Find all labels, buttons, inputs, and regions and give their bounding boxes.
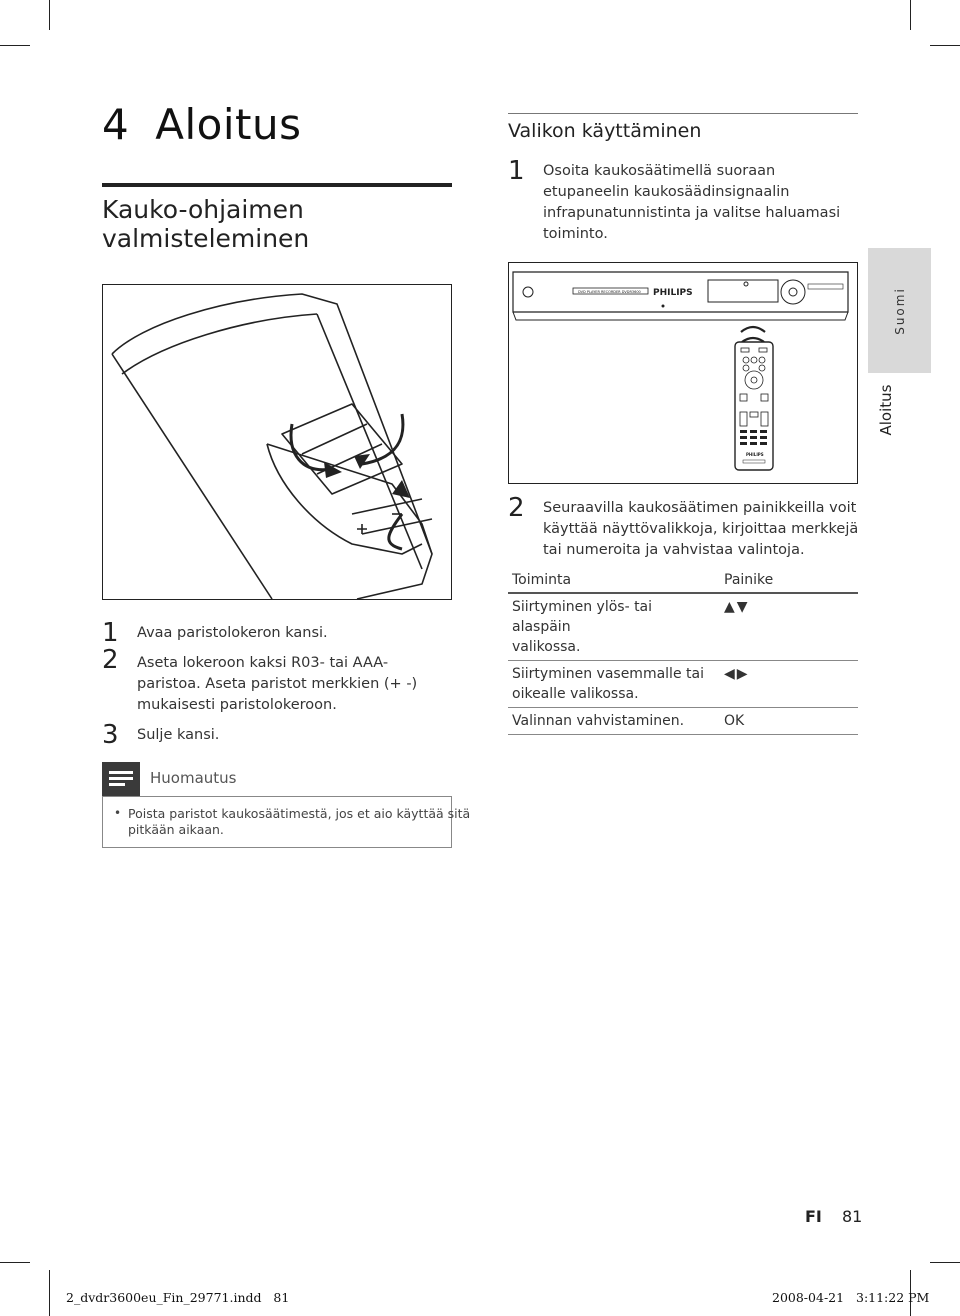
page-number: 81 <box>842 1207 863 1226</box>
step-number: 2 <box>102 645 119 675</box>
language-tab <box>868 248 931 373</box>
sub-heading: Valikon käyttäminen <box>508 120 702 142</box>
chapter-title: Aloitus <box>155 100 302 149</box>
step-text: Sulje kansi. <box>137 727 220 743</box>
slug-date: 2008-04-21 3:11:22 PM <box>772 1290 930 1305</box>
chapter-number: 4 <box>102 100 130 149</box>
table-row <box>508 593 858 661</box>
action-cell: Siirtyminen ylös- tai alaspäin valikossa. <box>508 593 714 661</box>
step-number: 2 <box>508 493 525 523</box>
ok-key-label: OK <box>724 713 745 729</box>
step-number: 3 <box>102 720 119 750</box>
crop-mark <box>930 1262 960 1263</box>
table-row <box>508 661 858 708</box>
table-header-row <box>508 572 858 593</box>
slug-file: 2_dvdr3600eu_Fin_29771.indd 81 <box>66 1290 290 1305</box>
heading-rule <box>102 183 452 187</box>
chapter-heading <box>102 100 301 149</box>
note-label: Huomautus <box>150 769 237 787</box>
note-icon <box>102 762 140 796</box>
device-model-text: DVD PLAYER RECORDER DVDR3600 <box>578 290 641 294</box>
navigation-table <box>508 572 858 735</box>
crop-mark <box>0 45 30 46</box>
column-header-key: Painike <box>714 572 858 593</box>
up-down-arrows-icon: ▲▼ <box>724 599 750 615</box>
step-text: Avaa paristolokeron kansi. <box>137 625 328 641</box>
crop-mark <box>0 1262 30 1263</box>
action-cell: Siirtyminen vasemmalle tai oikealle valikossa. <box>508 661 714 708</box>
sub-heading-rule <box>508 113 858 114</box>
note-text: Poista paristot kaukosäätimestä, jos et aio käyttää sitä pitkään aikaan. <box>128 806 471 837</box>
section-side-label: Aloitus <box>877 384 895 436</box>
language-tab-label: Suomi <box>892 286 907 335</box>
crop-mark <box>49 0 50 30</box>
crop-mark <box>49 1270 50 1316</box>
left-right-arrows-icon: ◀▶ <box>724 666 750 682</box>
crop-mark <box>910 0 911 30</box>
step-number: 1 <box>508 156 525 186</box>
device-remote-illustration <box>508 262 858 484</box>
column-header-action: Toiminta <box>508 572 714 593</box>
footer-language: FI <box>805 1207 822 1226</box>
key-cell <box>714 593 858 661</box>
remote-brand: PHILIPS <box>746 452 764 457</box>
step-number: 1 <box>102 618 119 648</box>
section-title: Kauko-ohjaimen valmisteleminen <box>102 195 310 253</box>
device-brand: PHILIPS <box>653 288 693 298</box>
step-text: Osoita kaukosäätimellä suoraan etupaneelin kaukosäädinsignaalin infrapunatunnistinta ja valitse haluamasi toiminto. <box>543 163 841 242</box>
key-cell <box>714 708 858 735</box>
note-bullet: • <box>114 806 122 820</box>
step-text: Aseta lokeroon kaksi R03- tai AAA- paristoa. Aseta paristot merkkien (+ -) mukaisesti paristolokeroon. <box>137 655 418 713</box>
remote-battery-illustration <box>102 284 452 600</box>
key-cell <box>714 661 858 708</box>
step-text: Seuraavilla kaukosäätimen painikkeilla voit käyttää näyttövalikkoja, kirjoittaa merkkejä tai numeroita ja vahvistaa valintoja. <box>543 500 859 558</box>
crop-mark <box>930 45 960 46</box>
action-cell: Valinnan vahvistaminen. <box>508 708 714 735</box>
table-row <box>508 708 858 735</box>
